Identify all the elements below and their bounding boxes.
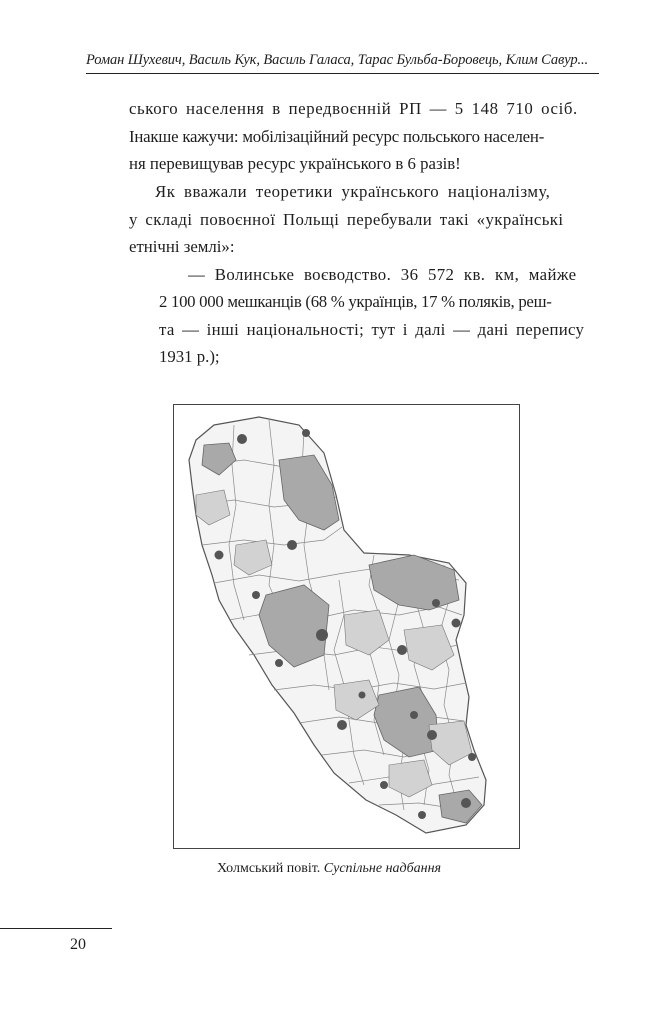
body-line: та — інші національності; тут і далі — дані перепису (159, 320, 585, 339)
running-header: Роман Шухевич, Василь Кук, Василь Галаса, Тарас Бульба-Боровець, Клим Савур... (86, 52, 589, 68)
body-line: ня перевищував ресурс українського в 6 разів! (129, 154, 461, 173)
kholm-county-map (174, 405, 519, 848)
body-line: ського населення в передвоєнній РП — 5 148 710 осіб. (129, 99, 578, 118)
caption-title: Холмський повіт. (216, 861, 321, 876)
map-figure (173, 404, 520, 849)
body-line: 2 100 000 мешканців (68 % українців, 17 % поляків, реш- (159, 292, 552, 311)
body-line: Інакше кажучи: мобілізаційний ресурс польського населен- (129, 127, 545, 146)
body-line: етнічні землі»: (129, 237, 235, 256)
caption-credit: Суспільне надбання (323, 861, 442, 876)
body-line: — Волинське воєводство. 36 572 кв. км, майже (188, 265, 577, 284)
figure-caption (0, 861, 658, 877)
body-line: Як вважали теоретики українського націоналізму, (155, 182, 551, 201)
footer-rule (0, 928, 112, 929)
page-number: 20 (70, 936, 86, 953)
body-line: у складі повоєнної Польщі перебували такі «українські (129, 210, 564, 229)
header-rule (86, 73, 599, 74)
body-line: 1931 р.); (159, 347, 220, 366)
